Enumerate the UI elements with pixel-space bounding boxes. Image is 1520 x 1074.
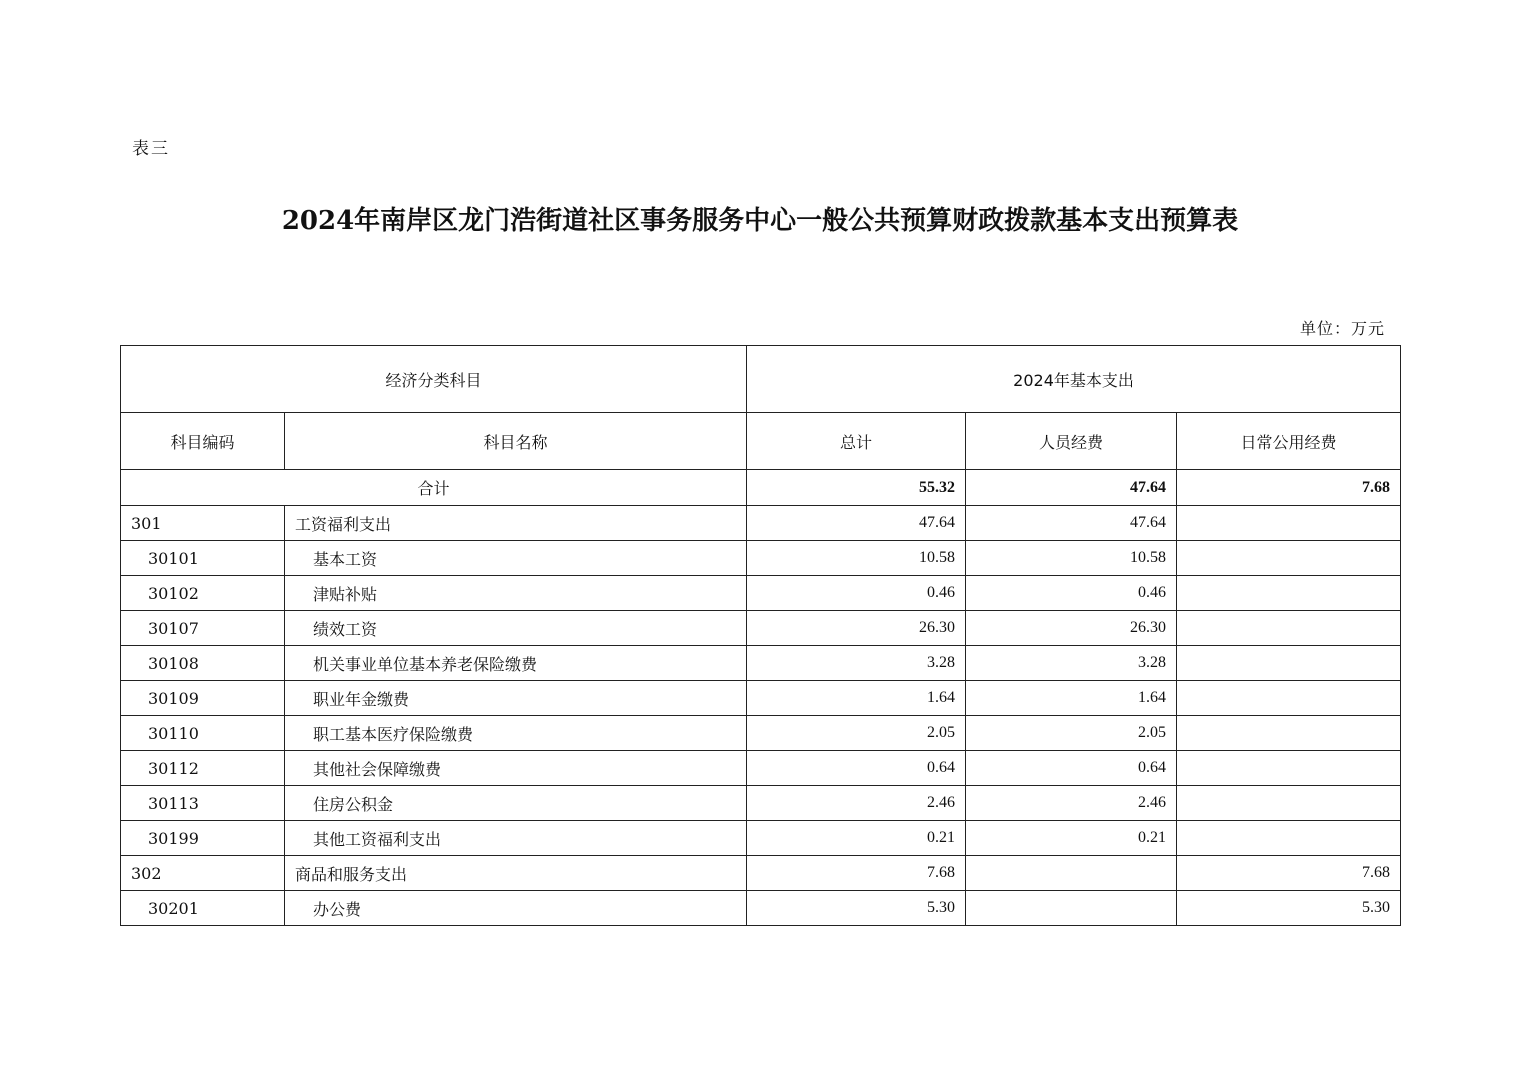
table-row: [121, 856, 1401, 891]
total-cell: 2.05: [747, 716, 966, 751]
subject-name-cell: 其他工资福利支出: [285, 821, 747, 856]
table-row: [121, 646, 1401, 681]
subject-code-cell: 30112: [121, 751, 285, 786]
personnel-cell: 0.46: [966, 576, 1177, 611]
table-row: [121, 681, 1401, 716]
total-cell: 2.46: [747, 786, 966, 821]
document-title: 2024年南岸区龙门浩街道社区事务服务中心一般公共预算财政拨款基本支出预算表: [281, 206, 1239, 236]
public-cell: [1177, 716, 1401, 751]
subject-code-cell: 30201: [121, 891, 285, 926]
personnel-cell: 3.28: [966, 646, 1177, 681]
personnel-cell: 10.58: [966, 541, 1177, 576]
table-row: [121, 751, 1401, 786]
total-cell: 3.28: [747, 646, 966, 681]
table-number: 表三: [132, 139, 170, 159]
table-row: [121, 611, 1401, 646]
subject-name-cell: 其他社会保障缴费: [285, 751, 747, 786]
subject-name-cell: 住房公积金: [285, 786, 747, 821]
header-public-cost: 日常公用经费: [1177, 413, 1401, 470]
budget-table: [120, 345, 1401, 926]
subject-name-cell: 办公费: [285, 891, 747, 926]
header-group-row: [121, 346, 1401, 413]
subject-name-cell: 绩效工资: [285, 611, 747, 646]
total-cell: 0.64: [747, 751, 966, 786]
subject-code-cell: 30110: [121, 716, 285, 751]
subject-code-cell: 30108: [121, 646, 285, 681]
personnel-cell: 2.05: [966, 716, 1177, 751]
header-basic-expenditure: 2024年基本支出: [747, 346, 1401, 413]
subject-code-cell: 30109: [121, 681, 285, 716]
table-row: [121, 786, 1401, 821]
subject-code-cell: 301: [121, 506, 285, 541]
header-economic-category: 经济分类科目: [121, 346, 747, 413]
subject-name-cell: 津贴补贴: [285, 576, 747, 611]
personnel-cell: 0.21: [966, 821, 1177, 856]
public-cell: [1177, 541, 1401, 576]
public-cell: 7.68: [1177, 856, 1401, 891]
total-cell: 26.30: [747, 611, 966, 646]
public-cell: 5.30: [1177, 891, 1401, 926]
personnel-cell: [966, 856, 1177, 891]
personnel-cell: 2.46: [966, 786, 1177, 821]
table-row: [121, 541, 1401, 576]
subject-name-cell: 工资福利支出: [285, 506, 747, 541]
subject-code-cell: 302: [121, 856, 285, 891]
public-cell: [1177, 786, 1401, 821]
personnel-cell: 26.30: [966, 611, 1177, 646]
personnel-cell: 1.64: [966, 681, 1177, 716]
subject-name-cell: 基本工资: [285, 541, 747, 576]
public-cell: [1177, 681, 1401, 716]
public-cell: [1177, 646, 1401, 681]
header-column-row: [121, 413, 1401, 470]
total-row: [121, 470, 1401, 506]
personnel-cell: [966, 891, 1177, 926]
table-row: [121, 506, 1401, 541]
table-row: [121, 576, 1401, 611]
subject-code-cell: 30199: [121, 821, 285, 856]
total-cell: 0.21: [747, 821, 966, 856]
subject-name-cell: 职业年金缴费: [285, 681, 747, 716]
subject-code-cell: 30102: [121, 576, 285, 611]
personnel-cell: 47.64: [966, 506, 1177, 541]
table-row: [121, 891, 1401, 926]
total-cell: 7.68: [747, 856, 966, 891]
header-personnel-cost: 人员经费: [966, 413, 1177, 470]
subject-name-cell: 商品和服务支出: [285, 856, 747, 891]
public-cell: [1177, 821, 1401, 856]
total-value: 55.32: [747, 470, 966, 506]
public-cell: [1177, 576, 1401, 611]
public-cell: [1177, 506, 1401, 541]
public-cell: [1177, 611, 1401, 646]
total-cell: 0.46: [747, 576, 966, 611]
table-row: [121, 821, 1401, 856]
total-cell: 10.58: [747, 541, 966, 576]
header-total: 总计: [747, 413, 966, 470]
subject-code-cell: 30113: [121, 786, 285, 821]
header-subject-name: 科目名称: [285, 413, 747, 470]
public-cell: [1177, 751, 1401, 786]
total-personnel: 47.64: [966, 470, 1177, 506]
personnel-cell: 0.64: [966, 751, 1177, 786]
subject-code-cell: 30107: [121, 611, 285, 646]
total-public: 7.68: [1177, 470, 1401, 506]
subject-code-cell: 30101: [121, 541, 285, 576]
total-cell: 47.64: [747, 506, 966, 541]
header-subject-code: 科目编码: [121, 413, 285, 470]
total-label: 合计: [121, 470, 747, 506]
total-cell: 5.30: [747, 891, 966, 926]
unit-label: 单位：万元: [1300, 319, 1386, 338]
total-cell: 1.64: [747, 681, 966, 716]
subject-name-cell: 职工基本医疗保险缴费: [285, 716, 747, 751]
subject-name-cell: 机关事业单位基本养老保险缴费: [285, 646, 747, 681]
table-row: [121, 716, 1401, 751]
